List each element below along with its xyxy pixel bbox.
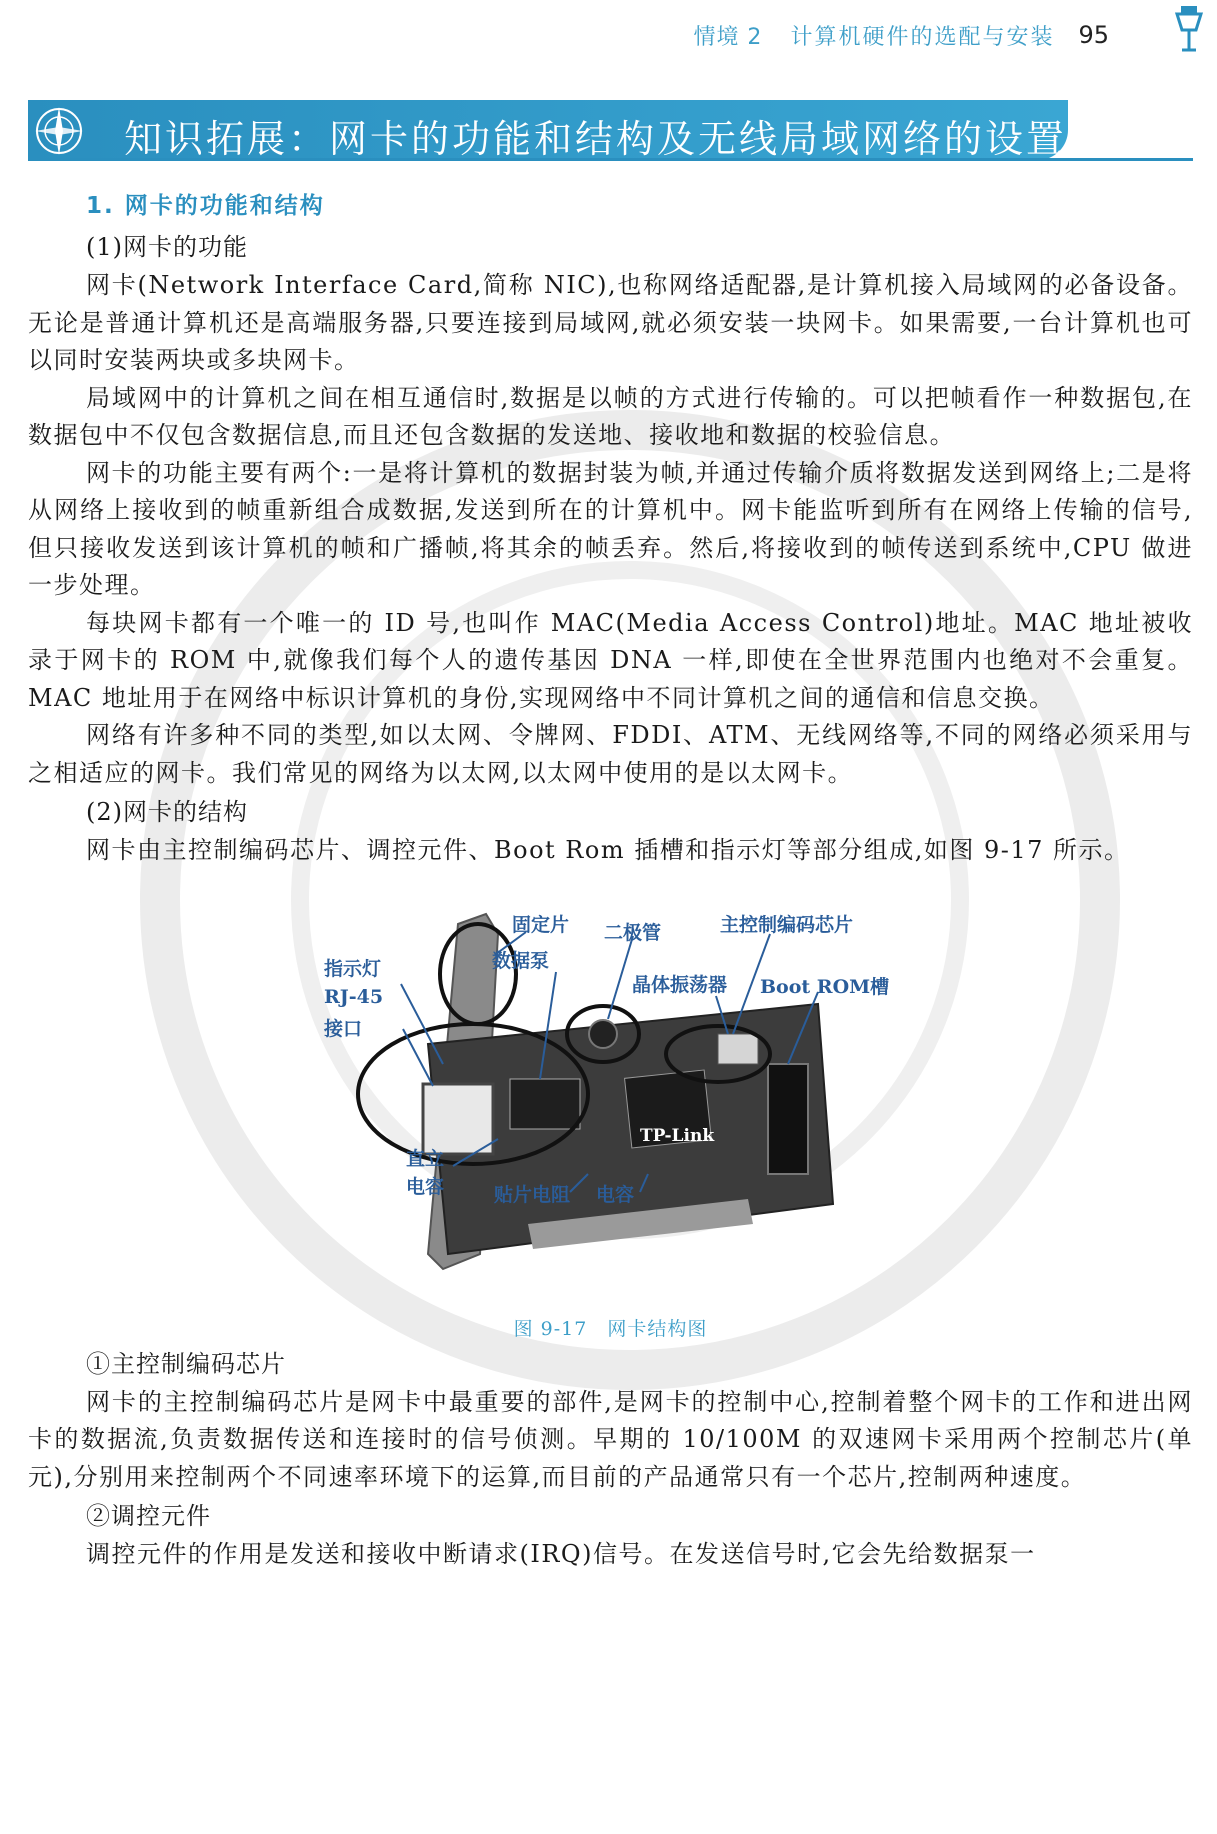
page-content xyxy=(28,185,1193,1574)
label-rj45-port: 接口 xyxy=(324,1017,363,1040)
paragraph: 网络有许多种不同的类型,如以太网、令牌网、FDDI、ATM、无线网络等,不同的网络必须采用与之相适应的网卡。我们常见的网络为以太网,以太网中使用的是以太网卡。 xyxy=(28,721,1193,787)
label-crystal: 晶体振荡器 xyxy=(632,973,728,996)
label-capacitor: 电容 xyxy=(596,1183,635,1206)
paragraph: 网卡的主控制编码芯片是网卡中最重要的部件,是网卡的控制中心,控制着整个网卡的工作和进出网卡的数据流,负责数据传送和连接时的信号侦测。早期的 10/100M 的双速网卡采用两个控制芯片(单元),分别用来控制两个不同速率环境下的运算,而目前的产品通常只有一个芯片,控制两种速度。 xyxy=(28,1387,1193,1491)
label-smd-resistor: 贴片电阻 xyxy=(494,1183,571,1206)
figure-caption xyxy=(28,1314,1193,1341)
chapter-label: 情境 2 xyxy=(693,24,763,50)
label-boot-rom: Boot ROM槽 xyxy=(760,975,890,998)
paragraph: 网卡的功能主要有两个:一是将计算机的数据封装为帧,并通过传输介质将数据发送到网络上;二是将从网络上接收到的帧重新组合成数据,发送到所在的计算机中。网卡能监听到所有在网络上传输的信号,但只接收发送到该计算机的帧和广播帧,将其余的帧丢弃。然后,将接收到的帧传送到系统中,CPU 做进一步处理。 xyxy=(28,458,1193,599)
label-bracket: 固定片 xyxy=(512,913,570,936)
label-diode: 二极管 xyxy=(604,921,662,944)
section-banner xyxy=(28,100,1193,162)
label-upright: 直立 xyxy=(406,1147,445,1170)
banner-title: 知识拓展：网卡的功能和结构及无线局域网络的设置 xyxy=(124,117,1068,161)
running-header xyxy=(693,18,1157,52)
label-upright-capacitor: 电容 xyxy=(406,1175,445,1198)
subheading-structure: (2)网卡的结构 xyxy=(86,798,248,826)
paragraph: 网卡(Network Interface Card,简称 NIC),也称网络适配器,是计算机接入局域网的必备设备。无论是普通计算机还是高端服务器,只要连接到局域网,就必须安装一块网卡。如果需要,一台计算机也可以同时安装两块或多块网卡。 xyxy=(28,271,1193,374)
paragraph: 局域网中的计算机之间在相互通信时,数据是以帧的方式进行传输的。可以把帧看作一种数据包,在数据包中不仅包含数据信息,而且还包含数据的发送地、接收地和数据的校验信息。 xyxy=(28,383,1193,449)
label-rj45: RJ-45 xyxy=(324,985,384,1008)
page-number: 95 xyxy=(1078,21,1109,49)
label-indicator: 指示灯 xyxy=(324,957,382,980)
paragraph: 网卡由主控制编码芯片、调控元件、Boot Rom 插槽和指示灯等部分组成,如图 9-17 所示。 xyxy=(86,836,1130,864)
lamp-icon xyxy=(1169,0,1209,56)
paragraph: 调控元件的作用是发送和接收中断请求(IRQ)信号。在发送信号时,它会先给数据泵一 xyxy=(86,1540,1036,1568)
figure-nic-structure xyxy=(28,874,1193,1344)
item-heading-main-chip: ①主控制编码芯片 xyxy=(86,1349,286,1378)
chip-brand-text: TP-Link xyxy=(640,1125,715,1146)
label-main-chip: 主控制编码芯片 xyxy=(720,913,854,936)
label-data-pump: 数据泵 xyxy=(492,949,550,972)
item-heading-control: ②调控元件 xyxy=(86,1502,211,1530)
compass-icon xyxy=(32,104,86,158)
caption-text: 网卡结构图 xyxy=(607,1317,708,1340)
paragraph: 每块网卡都有一个唯一的 ID 号,也叫作 MAC(Media Access Control)地址。MAC 地址被收录于网卡的 ROM 中,就像我们每个人的遗传基因 DNA 一样,即使在全世界范围内也绝对不会重复。MAC 地址用于在网络中标识计算机的身份,实现网络中不同计算机之间的通信和信息交换。 xyxy=(28,608,1193,712)
chapter-title: 计算机硬件的选配与安装 xyxy=(790,24,1055,50)
section-heading: 1. 网卡的功能和结构 xyxy=(86,193,325,219)
subheading-function: (1)网卡的功能 xyxy=(86,233,248,261)
caption-number: 图 9-17 xyxy=(513,1317,588,1340)
